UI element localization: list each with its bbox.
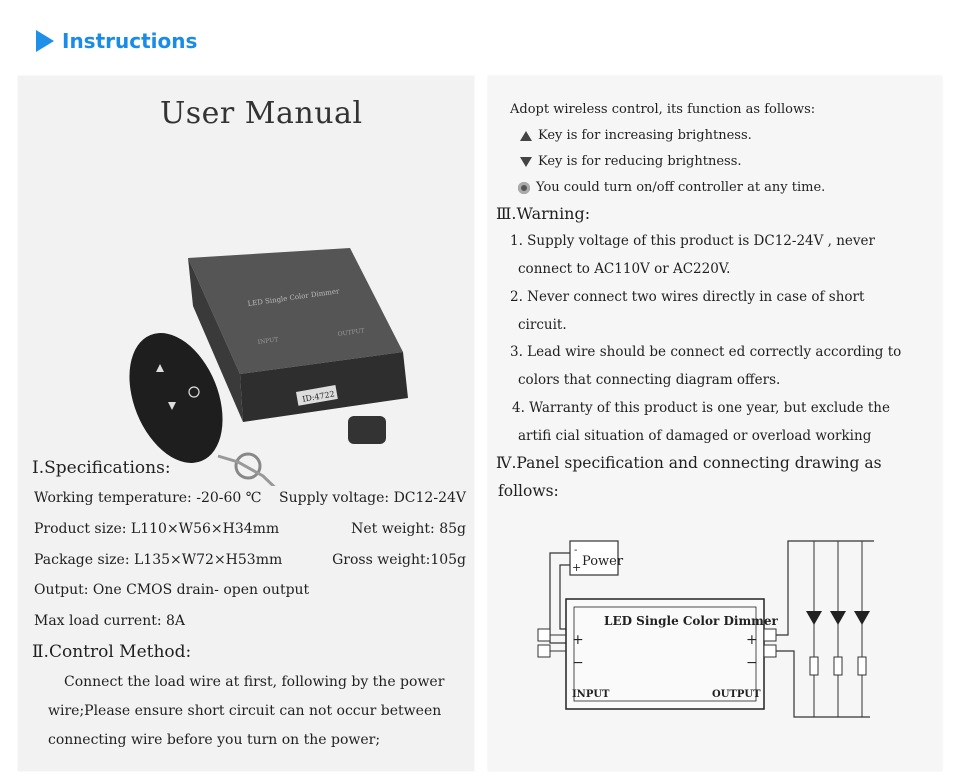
led-bus-top (776, 541, 874, 635)
section-header (36, 26, 197, 56)
key-down-text: Key is for reducing brightness. (538, 154, 742, 169)
wireless-intro: Adopt wireless control, its function as follows: (510, 102, 816, 117)
spec-product-size: Product size: L110×W56×H34mm (34, 521, 280, 537)
power-minus-text: - (574, 545, 578, 556)
led-1-icon (806, 611, 822, 625)
controller-label: LED Single Color Dimmer (247, 287, 340, 308)
warning-heading: Ⅲ.Warning: (496, 204, 591, 223)
control-line-2: wire;Please ensure short circuit can not occur between (48, 703, 442, 719)
resistor-2 (834, 657, 842, 675)
control-line-3: connecting wire before you turn on the power; (48, 732, 381, 748)
led-3-icon (854, 611, 870, 625)
power-key-icon (518, 182, 530, 194)
controller-input-label: INPUT (257, 336, 279, 346)
warning-line-4: circuit. (518, 317, 567, 333)
control-line-1: Connect the load wire at first, following by the power (64, 674, 445, 690)
power-plus-text: + (572, 561, 582, 574)
key-down-line (520, 154, 742, 169)
warning-line-5: 3. Lead wire should be connect ed correctly according to (510, 344, 902, 360)
output-label-text: OUTPUT (712, 689, 761, 700)
spec-output: Output: One CMOS drain- open output (34, 582, 310, 598)
down-key-icon (520, 157, 532, 167)
output-minus-text: − (746, 655, 758, 671)
spec-heading: Ⅰ.Specifications: (32, 458, 171, 478)
mount-tab (348, 416, 386, 444)
input-terminal-1 (538, 629, 550, 641)
key-up-line (520, 128, 752, 143)
key-power-line (518, 180, 825, 195)
spec-net-weight: Net weight: 85g (351, 521, 466, 537)
warning-line-6: colors that connecting diagram offers. (518, 372, 781, 388)
key-power-text: You could turn on/off controller at any time. (536, 180, 826, 195)
output-terminal-1 (764, 629, 776, 641)
output-plus-text: + (746, 632, 758, 648)
input-minus-text: − (572, 655, 584, 671)
spec-package-size: Package size: L135×W72×H53mm (34, 552, 283, 568)
dimmer-label-text: LED Single Color Dimmer (604, 614, 778, 628)
warning-line-2: connect to AC110V or AC220V. (518, 261, 731, 277)
controller-output-label: OUTPUT (337, 327, 365, 338)
output-terminal-2 (764, 645, 776, 657)
led-2-icon (830, 611, 846, 625)
connection-diagram (514, 531, 942, 751)
control-heading: Ⅱ.Control Method: (32, 642, 192, 662)
spec-gross-weight: Gross weight:105g (332, 552, 466, 568)
power-label-text: Power (582, 554, 624, 569)
key-chain-icon (218, 456, 288, 486)
spec-working-temp: Working temperature: -20-60 ℃ (34, 490, 262, 506)
manual-title: User Manual (160, 96, 363, 131)
spec-max-load: Max load current: 8A (34, 613, 186, 629)
key-up-text: Key is for increasing brightness. (538, 128, 752, 143)
spec-supply-voltage: Supply voltage: DC12-24V (279, 490, 466, 506)
product-photo (98, 166, 428, 486)
input-label-text: INPUT (572, 689, 610, 700)
id-tag-text: ID:4722 (301, 389, 336, 404)
warning-line-3: 2. Never connect two wires directly in case of short (510, 289, 865, 305)
input-plus-text: + (572, 632, 584, 648)
warning-line-8: artifi cial situation of damaged or overload working (518, 428, 872, 444)
play-triangle-icon (36, 30, 54, 52)
warning-line-7: 4. Warranty of this product is one year, but exclude the (512, 400, 890, 416)
input-terminal-2 (538, 645, 550, 657)
up-key-icon (520, 131, 532, 141)
resistor-1 (810, 657, 818, 675)
manual-page-right (488, 76, 942, 771)
warning-line-1: 1. Supply voltage of this product is DC12-24V , never (510, 233, 875, 249)
panel-heading: Ⅳ.Panel specification and connecting drawing as (496, 454, 882, 472)
section-title: Instructions (62, 29, 198, 53)
resistor-3 (858, 657, 866, 675)
led-bus-bottom (776, 651, 870, 717)
manual-page-left (18, 76, 474, 771)
panel-heading-cont: follows: (498, 482, 559, 500)
